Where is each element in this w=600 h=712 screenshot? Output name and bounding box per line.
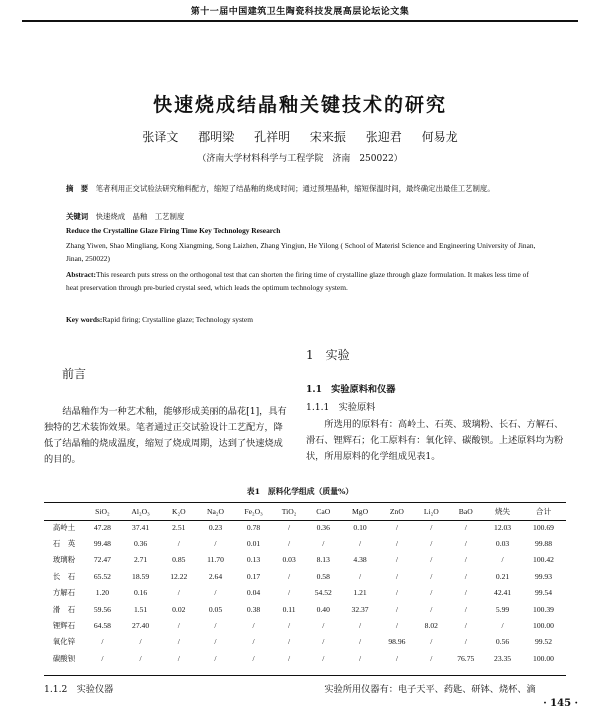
table-cell: /: [464, 637, 467, 647]
table-cell: 0.11: [282, 604, 296, 614]
keywords-cn-text: 快速烧成 晶釉 工艺制度: [95, 212, 185, 221]
english-authors: Zhang Yiwen, Shao Mingliang, Kong Xiangming, Song Laizhen, Zhang Yingjun, He Yilong ( School of Materisl Science and Engineering University of Jinan, Jinan, 250022): [66, 241, 536, 263]
table-cell: 0.10: [353, 522, 367, 532]
keywords-en-text: Rapid firing; Crystalline glaze; Technology system: [102, 315, 253, 324]
keywords-en-label: Key words:: [66, 315, 103, 324]
preface-text: 结晶釉作为一种艺术釉，能够形成美丽的晶花[1]，具有独特的艺术装饰效果。笔者通过正交试验设计工艺配方，降低了结晶釉的烧成温度，缩短了烧成周期，达到了快速烧成的目的。: [44, 406, 287, 465]
chemical-composition-table: [44, 504, 566, 667]
table-header: ZnO: [389, 507, 404, 516]
table-row: [44, 585, 566, 601]
table-cell: 0.21: [495, 571, 510, 581]
table-cell: 59.56: [93, 604, 111, 614]
table-cell: 0.02: [172, 604, 186, 614]
table-cell: /: [430, 604, 433, 614]
table-cell: 99.48: [93, 539, 111, 549]
table-row: [44, 617, 566, 633]
table-cell: 0.16: [133, 588, 148, 598]
table-cell: /: [101, 637, 104, 647]
table-header: 烧失: [494, 507, 511, 516]
table-cell: /: [177, 653, 180, 663]
table-cell: /: [288, 522, 291, 532]
table-header: CaO: [316, 507, 331, 516]
table-cell: 37.41: [132, 522, 150, 532]
table-cell: 99.88: [534, 539, 553, 549]
table-header: Al₂O₃: [131, 507, 150, 516]
table-cell: 0.36: [316, 522, 330, 532]
table-cell: 1.20: [95, 588, 110, 598]
table-cell: 65.52: [93, 571, 111, 581]
table-cell: /: [252, 637, 255, 647]
table-cell: 0.58: [316, 571, 330, 581]
table-cell: /: [430, 653, 433, 663]
table-cell: 99.52: [534, 637, 553, 647]
table-cell: 2.51: [172, 522, 186, 532]
table-cell: 64.58: [93, 621, 111, 631]
row-label: 玻璃粉: [52, 555, 76, 565]
table-header: K₂O: [171, 507, 186, 516]
table-header: Na₂O: [206, 507, 224, 516]
subsection-1-1-heading: 1.1 实验原料和仪器: [306, 384, 396, 395]
table-cell: 11.70: [207, 555, 224, 565]
row-label: 滑 石: [52, 604, 76, 614]
table-cell: /: [464, 539, 467, 549]
table-cell: /: [288, 539, 291, 549]
table-cell: /: [464, 522, 467, 532]
table-cell: 0.13: [246, 555, 261, 565]
table-cell: /: [322, 621, 325, 631]
page-number: · 145 ·: [543, 698, 578, 709]
table-cell: 99.93: [534, 571, 553, 581]
table-cell: 8.13: [316, 555, 330, 565]
table-cell: 12.22: [170, 571, 188, 581]
table-row: [44, 601, 566, 617]
table-top-rule: [44, 502, 566, 503]
table-cell: /: [359, 539, 362, 549]
table-cell: /: [501, 555, 504, 565]
table-cell: /: [395, 539, 398, 549]
affiliation: （济南大学材料科学与工程学院 济南 250022）: [197, 154, 403, 164]
table-cell: 0.40: [316, 604, 330, 614]
table-cell: /: [430, 555, 433, 565]
row-label: 方解石: [52, 588, 76, 598]
table-cell: 2.71: [133, 555, 148, 565]
table-header: 合计: [535, 507, 552, 516]
table-cell: /: [430, 539, 433, 549]
table-row: [44, 535, 566, 551]
table-cell: /: [395, 571, 398, 581]
author: 何易龙: [421, 130, 458, 144]
preface-heading: 前言: [62, 367, 87, 381]
table-row: [44, 650, 566, 666]
table-cell: /: [395, 522, 398, 532]
english-title: Reduce the Crystalline Glaze Firing Time Key Technology Research: [66, 226, 281, 235]
table-cell: /: [359, 571, 362, 581]
table-cell: /: [139, 637, 142, 647]
table-cell: /: [177, 621, 180, 631]
table-cell: /: [177, 539, 180, 549]
table-header-row: [44, 504, 566, 519]
table-cell: /: [214, 637, 217, 647]
keywords-cn: [66, 210, 538, 223]
table-header: BaO: [458, 507, 473, 516]
table-cell: /: [359, 621, 362, 631]
table-cell: /: [430, 522, 433, 532]
abstract-en: [66, 268, 538, 294]
table-cell: 0.85: [172, 555, 186, 565]
table-cell: 27.40: [132, 621, 150, 631]
table-header: Fe₂O₃: [244, 507, 263, 516]
table-cell: /: [288, 588, 291, 598]
table-cell: /: [359, 653, 362, 663]
author-list: [0, 128, 600, 145]
table-cell: /: [214, 621, 217, 631]
table-cell: 99.54: [534, 588, 553, 598]
table-cell: 32.37: [351, 604, 369, 614]
keywords-cn-label: 关键词: [66, 212, 89, 221]
author: 宋来振: [309, 130, 346, 144]
table-cell: /: [359, 637, 362, 647]
table-cell: 8.02: [424, 621, 438, 631]
table-cell: 0.01: [246, 539, 261, 549]
table-cell: /: [464, 588, 467, 598]
table-cell: 1.51: [133, 604, 148, 614]
subsection-1-1-1-heading: 1.1.1 实验原料: [306, 402, 376, 413]
table-cell: /: [322, 653, 325, 663]
author: 孔祥明: [254, 130, 291, 144]
table-cell: /: [322, 539, 325, 549]
table-cell: 0.05: [208, 604, 223, 614]
abstract-en-text: This research puts stress on the orthogonal test that can shorten the firing time of crystalline glaze through glaze formulation. It makes less time of heat preservation through pre-buried crystal seed, which leads the optimum technology system.: [66, 270, 529, 292]
table-cell: /: [430, 588, 433, 598]
table-cell: 0.78: [246, 522, 261, 532]
table-cell: /: [139, 653, 142, 663]
table-cell: 0.04: [246, 588, 261, 598]
table-cell: /: [395, 555, 398, 565]
table-cell: 0.56: [495, 637, 510, 647]
table-row: [44, 568, 566, 584]
table-cell: /: [430, 637, 433, 647]
table-cell: 2.64: [208, 571, 223, 581]
table-cell: /: [501, 621, 504, 631]
table-cell: /: [464, 571, 467, 581]
table-cell: /: [464, 555, 467, 565]
abstract-en-label: Abstract:: [66, 270, 96, 279]
table-cell: /: [322, 637, 325, 647]
table-header: Li₂O: [423, 507, 439, 516]
table-cell: 0.23: [208, 522, 223, 532]
author: 张迎君: [365, 130, 402, 144]
row-label: 高岭土: [52, 522, 76, 532]
table-cell: /: [395, 604, 398, 614]
table-cell: 0.38: [246, 604, 261, 614]
table-cell: 23.35: [494, 653, 512, 663]
table-cell: 0.03: [282, 555, 296, 565]
table-bottom-rule: [44, 675, 566, 676]
table-cell: /: [214, 539, 217, 549]
table-header: TiO₂: [281, 507, 297, 516]
row-label: 氧化锌: [52, 637, 76, 647]
table-body: [44, 519, 566, 667]
table-cell: /: [177, 588, 180, 598]
author: 郡明梁: [198, 130, 235, 144]
table-caption: 表1 原料化学组成（质量%）: [246, 487, 354, 496]
table-cell: /: [288, 621, 291, 631]
section-1-heading: 1 实验: [306, 348, 350, 362]
table-cell: 5.99: [495, 604, 510, 614]
table-cell: 100.42: [533, 555, 554, 565]
table-cell: 72.47: [93, 555, 111, 565]
table-cell: 18.59: [132, 571, 150, 581]
running-header: 第十一届中国建筑卫生陶瓷科技发展高层论坛论文集: [190, 7, 410, 17]
table-cell: /: [214, 588, 217, 598]
header-rule: [22, 20, 578, 22]
table-cell: 0.36: [133, 539, 148, 549]
table-cell: 42.41: [494, 588, 512, 598]
abstract-cn: [66, 182, 538, 195]
instruments-text: 实验所用仪器有：电子天平、药匙、研钵、烧杯、滴: [324, 684, 536, 695]
table-cell: /: [395, 621, 398, 631]
table-cell: 4.38: [353, 555, 367, 565]
table-cell: /: [177, 637, 180, 647]
table-cell: /: [101, 653, 104, 663]
author: 张译文: [142, 130, 179, 144]
keywords-en: [66, 313, 538, 326]
table-cell: /: [395, 588, 398, 598]
table-cell: 100.00: [533, 653, 554, 663]
subsection-1-1-2-heading: 1.1.2 实验仪器: [44, 684, 114, 695]
table-cell: /: [395, 653, 398, 663]
table-row: [44, 552, 566, 568]
abstract-cn-label: 摘 要: [66, 184, 89, 193]
table-cell: 100.39: [533, 604, 554, 614]
table-cell: /: [288, 571, 291, 581]
row-label: 石 英: [52, 539, 76, 549]
table-row: [44, 519, 566, 535]
table-cell: 0.03: [495, 539, 510, 549]
table-cell: 100.69: [533, 522, 554, 532]
table-header: SiO₂: [95, 507, 110, 516]
table-header: MgO: [352, 507, 369, 516]
row-label: 碳酸钡: [52, 653, 76, 663]
table-header: [44, 504, 84, 519]
table-cell: 100.00: [533, 621, 554, 631]
table-cell: /: [464, 604, 467, 614]
materials-text: 所选用的原料有：高岭土、石英、玻璃粉、长石、方解石、滑石、锂辉石；化工原料有：氧化锌、碳酸钡。上述原料均为粉状，所用原料的化学组成见表1。: [306, 419, 564, 462]
table-cell: /: [214, 653, 217, 663]
row-label: 锂辉石: [52, 621, 76, 631]
table-cell: /: [430, 571, 433, 581]
table-cell: /: [288, 653, 291, 663]
row-label: 长 石: [52, 571, 76, 581]
table-cell: /: [252, 621, 255, 631]
table-cell: 76.75: [457, 653, 475, 663]
table-cell: 12.03: [494, 522, 512, 532]
paper-title: 快速烧成结晶釉关键技术的研究: [152, 94, 447, 116]
abstract-cn-text: 笔者利用正交试验法研究釉料配方，缩短了结晶釉的烧成时间；通过预埋晶种，缩短保温时间，最终确定出最佳工艺制度。: [95, 184, 495, 193]
table-cell: /: [464, 621, 467, 631]
table-cell: /: [288, 637, 291, 647]
table-cell: 0.17: [246, 571, 261, 581]
table-cell: /: [252, 653, 255, 663]
table-row: [44, 634, 566, 650]
table-cell: 1.21: [353, 588, 367, 598]
table-cell: 47.28: [93, 522, 111, 532]
table-cell: 98.96: [388, 637, 406, 647]
table-cell: 54.52: [314, 588, 332, 598]
